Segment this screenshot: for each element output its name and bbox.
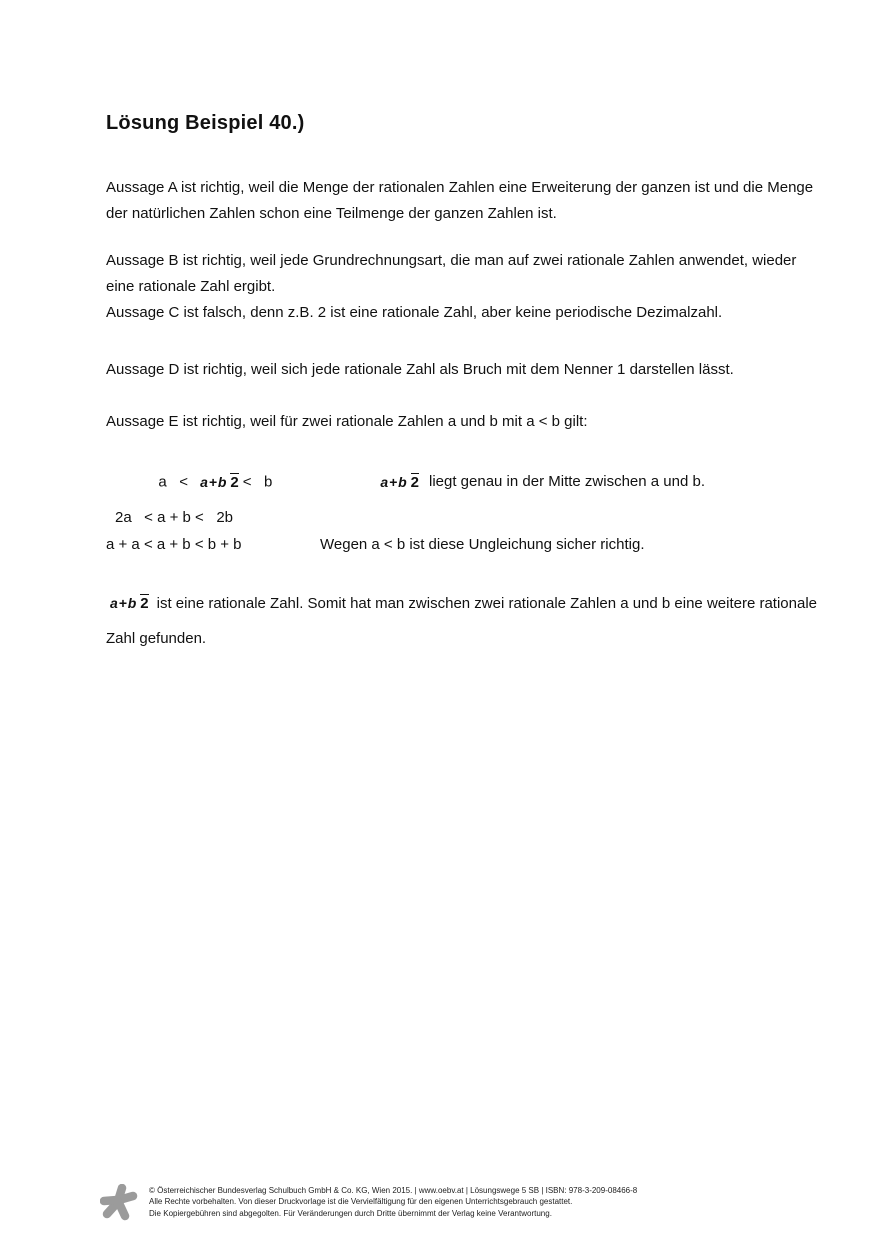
fraction-a-plus-b-over-2 [376,473,419,492]
inequality-expression [106,456,339,509]
conclusion-text-line: ist eine rationale Zahl. Somit hat man zwischen zwei rationale Zahlen a und b eine weitere rationale [156,595,818,612]
copyright-text-block [149,1185,637,1219]
copyright-line-3: Die Kopiergebühren sind abgegolten. Für Veränderungen durch Dritte übernimmt der Verlag keine Verantwortung. [149,1208,552,1218]
fraction-numerator: a + b [200,474,227,490]
fraction-numerator: a + b [110,595,137,611]
statement-a-line: der natürlichen Zahlen schon eine Teilmenge der ganzen Zahlen ist. [106,205,557,222]
inequality-row [106,460,822,505]
page-title: Lösung Beispiel 40.) [106,112,305,134]
statement-b-line: eine rationale Zahl ergibt. [106,278,276,295]
publisher-footer [100,1184,637,1222]
copyright-line-2: Alle Rechte vorbehalten. Von dieser Druckvorlage ist die Vervielfältigung für den eigenen Unterrichtsgebrauch gestattet. [149,1197,573,1207]
inequality-step-3: a + a < a + b < b + b [106,535,242,553]
inequality-note [339,456,705,509]
statement-b-c-paragraph [106,248,822,326]
statement-e-line: Aussage E ist richtig, weil für zwei rationale Zahlen a und b mit a < b gilt: [106,413,588,430]
fraction-a-plus-b-over-2 [196,473,239,492]
conclusion-text-line: Zahl gefunden. [106,630,207,647]
inequality-note-text: liegt genau in der Mitte zwischen a und b. [428,473,705,491]
inequality-step-2: 2a < a + b < 2b [115,509,234,526]
statement-b-line: Aussage B ist richtig, weil jede Grundrechnungsart, die man auf zwei rationale Zahlen anwendet, wieder [106,252,797,269]
statement-c-line: Aussage C ist falsch, denn z.B. 2 ist eine rationale Zahl, aber keine periodische Dezimalzahl. [106,304,723,321]
statement-d-paragraph [106,357,822,383]
fraction-denominator: 2 [230,474,239,491]
inequality-step-3-note: Wegen a < b ist diese Ungleichung sicher richtig. [320,535,645,553]
statement-a-paragraph [106,175,822,227]
fraction-a-plus-b-over-2 [106,594,149,613]
statement-d-line: Aussage D ist richtig, weil sich jede rationale Zahl als Bruch mit dem Nenner 1 darstellen lässt. [106,361,734,378]
fraction-numerator: a + b [380,474,407,490]
copyright-line-1: © Österreichischer Bundesverlag Schulbuch GmbH & Co. KG, Wien 2015. | www.oebv.at | Lösungswege 5 SB | ISBN: 978-3-209-08466-8 [149,1186,638,1195]
conclusion-first-line [106,581,822,626]
inequality-step-3-row [106,531,822,557]
fraction-denominator: 2 [410,474,419,491]
conclusion-paragraph [106,581,822,652]
statement-a-line: Aussage A ist richtig, weil die Menge der rationalen Zahlen eine Erweiterung der ganzen ist und die Menge [106,179,814,196]
fraction-denominator: 2 [140,595,149,612]
page-content [106,0,822,652]
inequality-post: < b [242,473,273,491]
oebv-asterisk-logo-icon [100,1184,138,1222]
inequality-pre: a < [158,473,193,491]
statement-e-paragraph [106,409,822,435]
